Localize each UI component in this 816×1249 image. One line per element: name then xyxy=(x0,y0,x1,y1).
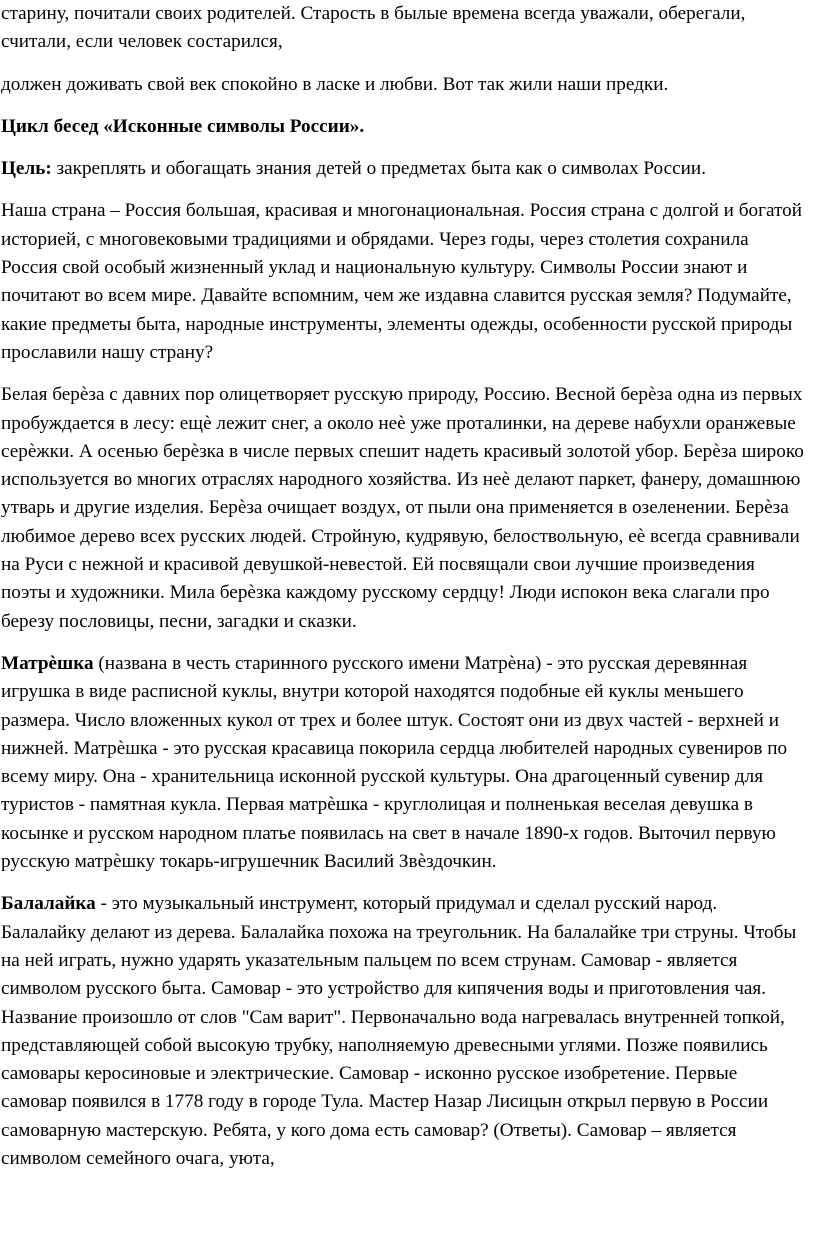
section-heading-text: Цикл бесед «Исконные символы России». xyxy=(1,115,365,137)
paragraph-ancestors xyxy=(1,71,804,99)
balalaika-term: Балалайка xyxy=(1,893,96,915)
matryoshka-term: Матрѐшка xyxy=(1,652,94,674)
paragraph-intro-text: старину, почитали своих родителей. Старость в былые времена всегда уважали, оберегали, считали, если человек состарился, xyxy=(1,3,746,53)
paragraph-birch-text: Белая берѐза с давних пор олицетворяет русскую природу, Россию. Весной берѐза одна из первых пробуждается в лесу: ещѐ лежит снег, а около неѐ уже проталинки, на дереве набухли оранжевые серѐжки. А осенью берѐзка в числе первых спешит надеть красивый золотой убор. Берѐза широко используется во многих отраслях народного хозяйства. Из неѐ делают паркет, фанеру, домашнюю утварь и другие изделия. Берѐза очищает воздух, от пыли она применяется в озеленении. Берѐза любимое дерево всех русских людей. Стройную, кудрявую, белоствольную, еѐ всегда сравнивали на Руси с нежной и красивой девушкой-невестой. Ей посвящали свои лучшие произведения поэты и художники. Мила берѐзка каждому русскому сердцу! Люди испокон века слагали про березу пословицы, песни, загадки и сказки. xyxy=(1,384,804,632)
paragraph-matryoshka xyxy=(1,650,804,876)
balalaika-text: - это музыкальный инструмент, который придумал и сделал русский народ. Балалайку делают из дерева. Балалайка похожа на треугольник. На балалайке три струны. Чтобы на ней играть, нужно ударять указательным пальцем по всем струнам. Самовар - является символом русского быта. Самовар - это устройство для кипячения воды и приготовления чая. Название произошло от слов "Сам варит". Первоначально вода нагревалась внутренней топкой, представляющей собой высокую трубку, наполняемую древесными углями. Позже появились самовары керосиновые и электрические. Самовар - исконно русское изобретение. Первые самовар появился в 1778 году в городе Тула. Мастер Назар Лисицын открыл первую в России самоварную мастерскую. Ребята, у кого дома есть самовар? (Ответы). Самовар – является символом семейного очага, уюта, xyxy=(1,893,797,1169)
paragraph-birch xyxy=(1,381,804,636)
goal-label: Цель: xyxy=(1,158,52,180)
paragraph-russia-text: Наша страна – Россия большая, красивая и многонациональная. Россия страна с долгой и богатой историей, с многовековыми традициями и обрядами. Через годы, через столетия сохранила Россия свой особый жизненный уклад и национальную культуру. Символы России знают и почитают во всем мире. Давайте вспомним, чем же издавна славится русская земля? Подумайте, какие предметы быта, народные инструменты, элементы одежды, особенности русской природы прославили нашу страну? xyxy=(1,200,802,363)
section-heading xyxy=(1,113,804,141)
paragraph-intro xyxy=(1,0,804,57)
goal-text: закреплять и обогащать знания детей о предметах быта как о символах России. xyxy=(51,158,706,180)
paragraph-russia xyxy=(1,197,804,367)
paragraph-goal xyxy=(1,155,804,183)
paragraph-balalaika xyxy=(1,890,804,1173)
paragraph-ancestors-text: должен доживать свой век спокойно в ласке и любви. Вот так жили наши предки. xyxy=(1,73,669,95)
matryoshka-text: (названа в честь старинного русского имени Матрѐна) - это русская деревянная игрушка в виде расписной куклы, внутри которой находятся подобные ей куклы меньшего размера. Число вложенных кукол от трех и более штук. Состоят они из двух частей - верхней и нижней. Матрѐшка - это русская красавица покорила сердца любителей народных сувениров по всему миру. Она - хранительница исконной русской культуры. Она драгоценный сувенир для туристов - памятная кукла. Первая матрѐшка - круглолицая и полненькая веселая девушка в косынке и русском народном платье появилась на свет в начале 1890-х годов. Выточил первую русскую матрѐшку токарь-игрушечник Василий Звѐздочкин. xyxy=(1,652,788,873)
